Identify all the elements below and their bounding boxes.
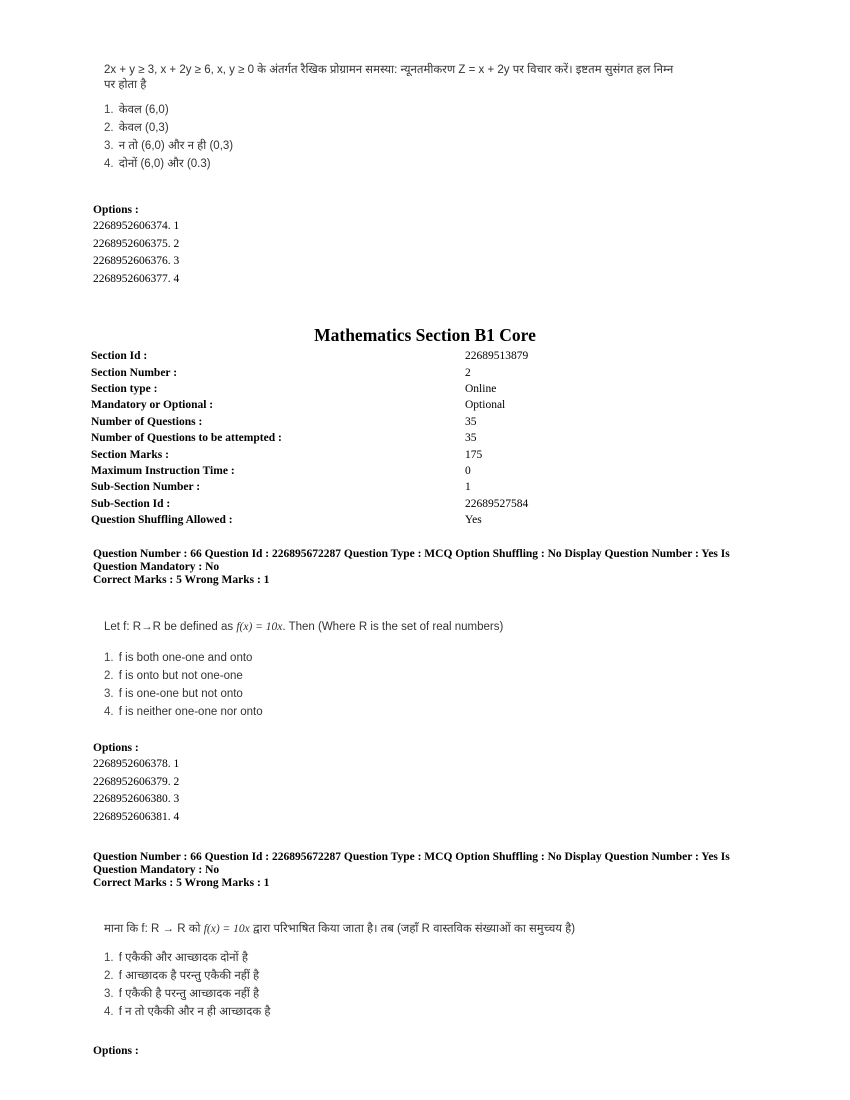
- option-id: 2268952606377. 4: [93, 272, 180, 285]
- question-marks: Correct Marks : 5 Wrong Marks : 1: [93, 574, 270, 586]
- table-row: Number of Questions : 35: [91, 415, 477, 428]
- prev-question-stem-line2: पर होता है: [104, 79, 147, 91]
- table-row: Mandatory or Optional : Optional: [91, 399, 506, 412]
- question-header: [93, 548, 773, 587]
- option-item: 2. केवल (0,3): [104, 122, 169, 134]
- option-item: 2. f आच्छादक है परन्तु एकैकी नहीं है: [104, 970, 260, 982]
- option-id: 2268952606378. 1: [93, 758, 180, 770]
- option-id: 2268952606380. 3: [93, 793, 180, 805]
- prev-question-options: [104, 101, 724, 173]
- math-expression: f(x) = 10x: [236, 621, 283, 633]
- option-id-list: [93, 756, 179, 826]
- question-image-en: [104, 620, 503, 721]
- option-item: 4. f is neither one-one nor onto: [104, 706, 263, 718]
- option-id: 2268952606375. 2: [93, 237, 180, 250]
- options-label: Options :: [93, 742, 139, 754]
- option-id: 2268952606376. 3: [93, 255, 180, 267]
- option-item: 1. f is both one-one and onto: [104, 652, 253, 664]
- math-expression: f(x) = 10x: [203, 923, 250, 935]
- prev-question-stem: [104, 63, 724, 93]
- table-row: Section type : Online: [91, 382, 497, 395]
- table-row: Number of Questions to be attempted : 35: [91, 432, 477, 445]
- question-header-line1: Question Number : 66 Question Id : 226895672287 Question Type : MCQ Option Shuffling : No Display Question Number : Yes Is: [93, 548, 730, 560]
- option-item: 1. f एकैकी और आच्छादक दोनों है: [104, 952, 248, 964]
- option-item: 4. f न तो एकैकी और न ही आच्छादक है: [104, 1006, 271, 1018]
- options-label: Options :: [93, 204, 139, 216]
- option-item: 2. f is onto but not one-one: [104, 670, 243, 682]
- option-id: 2268952606381. 4: [93, 810, 180, 823]
- option-item: 3. f is one-one but not onto: [104, 688, 243, 700]
- option-item: 1. केवल (6,0): [104, 104, 169, 116]
- table-row: Section Number : 2: [91, 366, 471, 379]
- options-label: Options :: [93, 1045, 139, 1057]
- question-header: [93, 851, 773, 890]
- question-stem: Let f: R→R be defined as f(x) = 10x. Then (Where R is the set of real numbers): [104, 621, 504, 633]
- question-stem: माना कि f: R → R को f(x) = 10x द्वारा परिभाषित किया जाता है। तब (जहाँ R वास्तविक संख्याओं का समुच्चय है): [104, 923, 576, 935]
- table-row: Maximum Instruction Time : 0: [91, 464, 471, 477]
- question-options: [104, 649, 503, 721]
- table-row: Sub-Section Number : 1: [91, 481, 471, 494]
- table-row: Section Marks : 175: [91, 448, 483, 461]
- question-header-line2: Question Mandatory : No: [93, 864, 220, 876]
- table-row: Question Shuffling Allowed : Yes: [91, 514, 482, 527]
- question-header-line2: Question Mandatory : No: [93, 561, 220, 573]
- table-row: Section Id : 22689513879: [91, 350, 529, 363]
- prev-question-stem-line1: 2x + y ≥ 3, x + 2y ≥ 6, x, y ≥ 0 के अंतर्गत रैखिक प्रोग्रामन समस्या: न्यूनतमीकरण Z = x + 2y पर विचार करें। इष्टतम सुसंगत हल निम्न: [104, 64, 674, 76]
- question-marks: Correct Marks : 5 Wrong Marks : 1: [93, 877, 270, 889]
- question-image-hi: [104, 922, 575, 1021]
- prev-question-image: [104, 63, 724, 173]
- option-id: 2268952606379. 2: [93, 775, 180, 788]
- table-row: Sub-Section Id : 22689527584: [91, 497, 529, 510]
- option-id-list: [93, 218, 179, 288]
- option-item: 4. दोनों (6,0) और (0.3): [104, 158, 211, 170]
- question-header-line1: Question Number : 66 Question Id : 226895672287 Question Type : MCQ Option Shuffling : No Display Question Number : Yes Is: [93, 851, 730, 863]
- section-info-table: [91, 348, 665, 528]
- section-title: Mathematics Section B1 Core: [314, 325, 536, 345]
- option-item: 3. f एकैकी है परन्तु आच्छादक नहीं है: [104, 988, 260, 1000]
- option-item: 3. न तो (6,0) और न ही (0,3): [104, 140, 234, 152]
- option-id: 2268952606374. 1: [93, 220, 180, 232]
- question-options: [104, 949, 575, 1021]
